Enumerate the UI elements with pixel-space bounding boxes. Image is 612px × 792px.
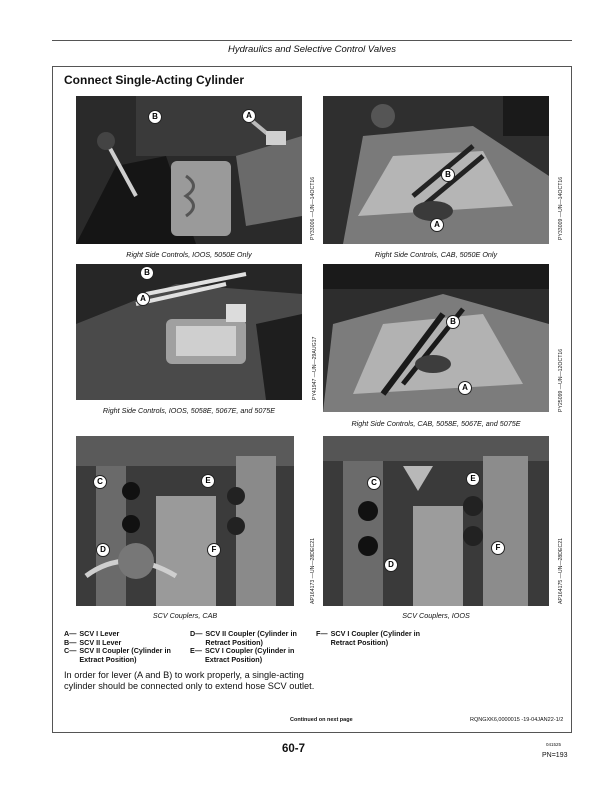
figure-4-callout-b: B <box>446 315 460 329</box>
figure-2-callout-b: B <box>441 168 455 182</box>
figure-1-ref: PY33006 —UN—14OCT16 <box>310 176 316 240</box>
legend-column-3 <box>316 630 438 647</box>
figure-2-ref: PY33009 —UN—14OCT16 <box>558 176 564 240</box>
figure-1-callout-b: B <box>148 110 162 124</box>
figure-6-callout-e: E <box>466 472 480 486</box>
legend-item: A— SCV I Lever <box>64 629 120 638</box>
figure-1-photo <box>76 96 302 244</box>
header-title: Hydraulics and Selective Control Valves <box>227 44 397 55</box>
figure-6-callout-f: F <box>491 541 505 555</box>
figure-5-caption: SCV Couplers, CAB <box>152 611 218 620</box>
figure-5-photo <box>76 436 294 606</box>
figure-5-callout-c: C <box>93 475 107 489</box>
legend-item: D— SCV II Coupler (Cylinder in Retract Position) <box>190 629 297 647</box>
header-rule <box>52 40 572 41</box>
figure-6-photo <box>323 436 549 606</box>
body-paragraph: In order for lever (A and B) to work properly, a single-acting cylinder should be connected only to extend hose SCV outlet. <box>64 670 315 691</box>
figure-2-caption: Right Side Controls, CAB, 5050E Only <box>374 250 498 259</box>
legend-item: E— SCV I Coupler (Cylinder in Extract Position) <box>190 646 295 664</box>
legend-item: C— SCV II Coupler (Cylinder in Extract Position) <box>64 646 171 664</box>
legend-item: F— SCV I Coupler (Cylinder in Retract Position) <box>316 629 421 647</box>
figure-3-photo <box>76 264 302 400</box>
figure-5-callout-e: E <box>201 474 215 488</box>
pn-number: PN=193 <box>542 752 568 759</box>
legend-column-2 <box>190 630 312 664</box>
figure-1-caption: Right Side Controls, IOOS, 5050E Only <box>126 250 252 259</box>
figure-1-callout-a: A <box>242 109 256 123</box>
figure-4-callout-a: A <box>458 381 472 395</box>
figure-4-ref: PY25099 —UN—12OCT16 <box>558 348 564 412</box>
figure-5-callout-d: D <box>96 543 110 557</box>
figure-3-caption: Right Side Controls, IOOS, 5058E, 5067E, and 5075E <box>102 406 276 415</box>
figure-5-callout-f: F <box>207 543 221 557</box>
document-reference: RQNGXK6,0000015 -19-04JAN22-1/2 <box>470 717 564 723</box>
page-number: 60-7 <box>282 743 306 755</box>
small-code: 041525 <box>546 742 562 747</box>
figure-4-photo <box>323 264 549 412</box>
continued-note: Continued on next page <box>290 717 353 723</box>
figure-2-callout-a: A <box>430 218 444 232</box>
section-title: Connect Single-Acting Cylinder <box>64 73 245 87</box>
legend-item: B— SCV II Lever <box>64 637 122 647</box>
figure-3-callout-b: B <box>140 266 154 280</box>
figure-4-caption: Right Side Controls, CAB, 5058E, 5067E, and 5075E <box>351 419 521 428</box>
figure-6-callout-d: D <box>384 558 398 572</box>
figure-3-ref: PY41947 —UN—29AUG17 <box>312 336 318 400</box>
figure-6-callout-c: C <box>367 476 381 490</box>
figure-6-caption: SCV Couplers, IOOS <box>402 611 470 620</box>
figure-3-callout-a: A <box>136 292 150 306</box>
figure-6-ref: AP164175 —UN—28DEC21 <box>558 537 564 604</box>
legend-column-1 <box>64 630 182 664</box>
figure-5-ref: AP164173 —UN—28DEC21 <box>310 537 316 604</box>
